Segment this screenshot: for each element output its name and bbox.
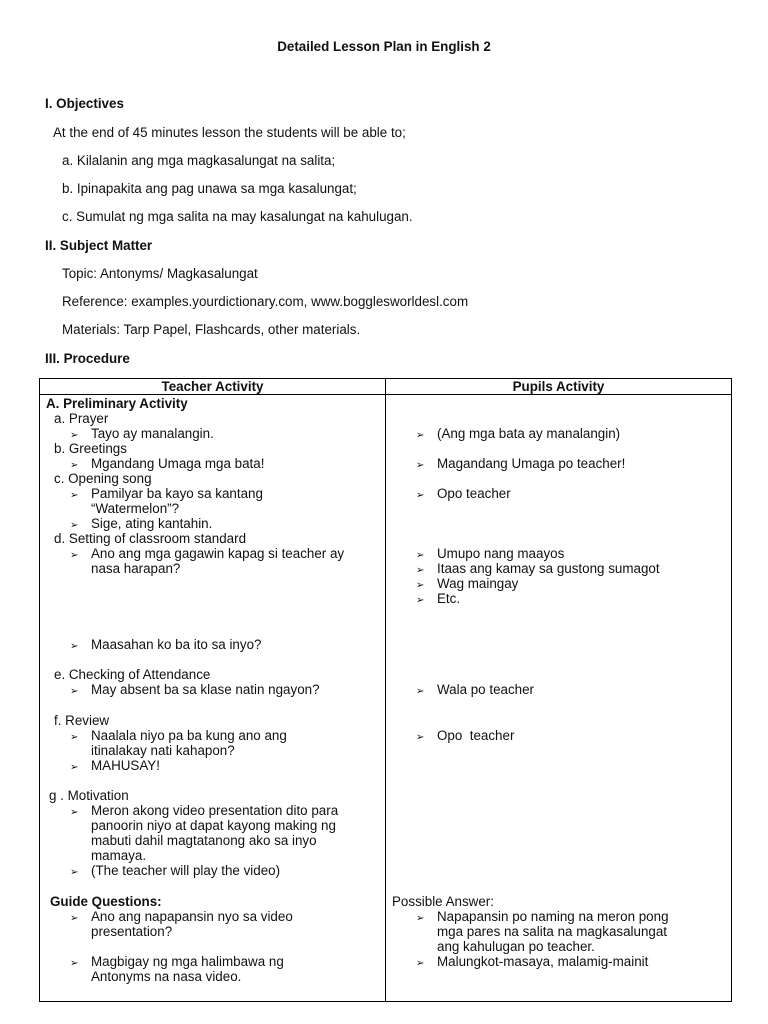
- arrow-bullet-icon: ➢: [416, 580, 425, 591]
- teacher-line: MAHUSAY!: [91, 758, 160, 773]
- pupil-line: Opo teacher: [437, 728, 515, 743]
- objectives-heading: I. Objectives: [45, 96, 124, 111]
- teacher-line: Tayo ay manalangin.: [91, 426, 214, 441]
- greetings-label: b. Greetings: [54, 441, 127, 456]
- teacher-line: mamaya.: [91, 848, 147, 863]
- teacher-line: Ano ang mga gagawin kapag si teacher ay: [91, 546, 345, 561]
- pupils-activity-column: [386, 395, 731, 1001]
- arrow-bullet-icon: ➢: [416, 595, 425, 606]
- prayer-label: a. Prayer: [54, 411, 109, 426]
- teacher-line: panoorin niyo at dapat kayong making ng: [91, 818, 336, 833]
- pupil-line: Wag maingay: [437, 576, 519, 591]
- objective-item: b. Ipinapakita ang pag unawa sa mga kasalungat;: [62, 181, 357, 196]
- pupil-line: Napapansin po naming na meron pong: [437, 909, 669, 924]
- arrow-bullet-icon: ➢: [416, 958, 425, 969]
- procedure-table: [39, 378, 732, 1002]
- subject-topic: Topic: Antonyms/ Magkasalungat: [62, 266, 258, 281]
- teacher-line: Mgandang Umaga mga bata!: [91, 456, 265, 471]
- preliminary-activity-label: A. Preliminary Activity: [46, 396, 188, 411]
- pupil-line: Opo teacher: [437, 486, 511, 501]
- teacher-line: Sige, ating kantahin.: [91, 516, 213, 531]
- pupil-line: Itaas ang kamay sa gustong sumagot: [437, 561, 660, 576]
- document-title: Detailed Lesson Plan in English 2: [277, 39, 491, 54]
- subject-reference: Reference: examples.yourdictionary.com, www.bogglesworldesl.com: [62, 294, 469, 309]
- teacher-line: Maasahan ko ba ito sa inyo?: [91, 637, 262, 652]
- arrow-bullet-icon: ➢: [70, 807, 79, 818]
- arrow-bullet-icon: ➢: [70, 430, 79, 441]
- teacher-line: mabuti dahil magtatanong ako sa inyo: [91, 833, 317, 848]
- teacher-line: “Watermelon”?: [91, 501, 180, 516]
- subject-matter-heading: II. Subject Matter: [45, 238, 153, 253]
- arrow-bullet-icon: ➢: [416, 430, 425, 441]
- arrow-bullet-icon: ➢: [70, 550, 79, 561]
- objectives-intro: At the end of 45 minutes lesson the students will be able to;: [53, 125, 406, 140]
- opening-song-label: c. Opening song: [54, 471, 152, 486]
- pupil-line: mga pares na salita na magkasalungat: [437, 924, 668, 939]
- subject-materials: Materials: Tarp Papel, Flashcards, other materials.: [62, 322, 361, 337]
- teacher-line: Antonyms na nasa video.: [91, 969, 242, 984]
- arrow-bullet-icon: ➢: [70, 686, 79, 697]
- teacher-line: Pamilyar ba kayo sa kantang: [91, 486, 263, 501]
- arrow-bullet-icon: ➢: [70, 460, 79, 471]
- arrow-bullet-icon: ➢: [70, 490, 79, 501]
- arrow-bullet-icon: ➢: [416, 550, 425, 561]
- arrow-bullet-icon: ➢: [70, 641, 79, 652]
- pupil-line: Magandang Umaga po teacher!: [437, 456, 626, 471]
- procedure-heading: III. Procedure: [45, 351, 130, 366]
- pupil-line: (Ang mga bata ay manalangin): [437, 426, 621, 441]
- arrow-bullet-icon: ➢: [416, 565, 425, 576]
- guide-questions-label: Guide Questions:: [50, 894, 162, 909]
- pupil-line: Etc.: [437, 591, 461, 606]
- arrow-bullet-icon: ➢: [416, 686, 425, 697]
- arrow-bullet-icon: ➢: [416, 490, 425, 501]
- classroom-standard-label: d. Setting of classroom standard: [54, 531, 247, 546]
- objective-item: a. Kilalanin ang mga magkasalungat na salita;: [62, 153, 336, 168]
- arrow-bullet-icon: ➢: [70, 958, 79, 969]
- teacher-line: Meron akong video presentation dito para: [91, 803, 339, 818]
- arrow-bullet-icon: ➢: [70, 867, 79, 878]
- teacher-line: Naalala niyo pa ba kung ano ang: [91, 728, 287, 743]
- motivation-label: g . Motivation: [49, 788, 129, 803]
- arrow-bullet-icon: ➢: [70, 520, 79, 531]
- teacher-line: (The teacher will play the video): [91, 863, 281, 878]
- teacher-activity-column: [40, 395, 385, 1001]
- arrow-bullet-icon: ➢: [70, 762, 79, 773]
- arrow-bullet-icon: ➢: [416, 732, 425, 743]
- teacher-line: presentation?: [91, 924, 173, 939]
- pupil-line: Wala po teacher: [437, 682, 535, 697]
- pupil-line: Umupo nang maayos: [437, 546, 565, 561]
- arrow-bullet-icon: ➢: [416, 913, 425, 924]
- arrow-bullet-icon: ➢: [416, 460, 425, 471]
- teacher-line: nasa harapan?: [91, 561, 181, 576]
- possible-answer-label: Possible Answer:: [392, 894, 494, 909]
- teacher-line: Magbigay ng mga halimbawa ng: [91, 954, 284, 969]
- pupil-line: Malungkot-masaya, malamig-mainit: [437, 954, 649, 969]
- teacher-line: Ano ang napapansin nyo sa video: [91, 909, 293, 924]
- objective-item: c. Sumulat ng mga salita na may kasalungat na kahulugan.: [62, 209, 413, 224]
- teacher-line: itinalakay nati kahapon?: [91, 743, 235, 758]
- arrow-bullet-icon: ➢: [70, 732, 79, 743]
- arrow-bullet-icon: ➢: [70, 913, 79, 924]
- pupil-line: ang kahulugan po teacher.: [437, 939, 595, 954]
- pupils-activity-header: Pupils Activity: [386, 379, 732, 395]
- attendance-label: e. Checking of Attendance: [54, 667, 211, 682]
- review-label: f. Review: [54, 713, 110, 728]
- teacher-activity-header: Teacher Activity: [40, 379, 386, 395]
- teacher-line: May absent ba sa klase natin ngayon?: [91, 682, 320, 697]
